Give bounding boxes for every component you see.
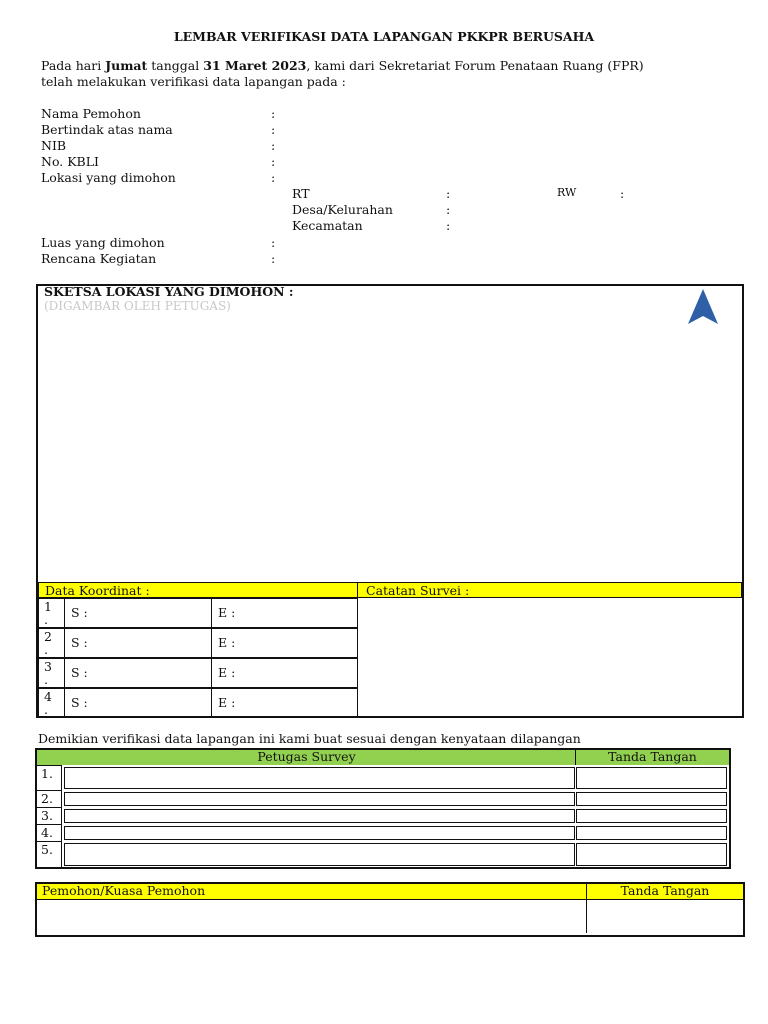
field-kbli: No. KBLI (41, 154, 99, 169)
intro-day: Jumat (105, 58, 148, 73)
survey-notes-header-label: Catatan Survei : (366, 583, 470, 598)
survey-row-number (37, 841, 62, 867)
field-colon: : (271, 106, 276, 121)
intro-line-1 (41, 58, 644, 74)
survey-row-number-label: 5. (41, 842, 53, 857)
coordinate-s-label: S : (71, 665, 88, 680)
survey-signature-field[interactable] (576, 809, 727, 823)
survey-officer-header (37, 750, 576, 765)
coordinate-e-field[interactable] (211, 598, 358, 628)
field-nama-pemohon: Nama Pemohon (41, 106, 141, 121)
coordinate-number: 4 (44, 689, 52, 704)
intro-text: tanggal (147, 58, 204, 73)
field-rw: RW (557, 186, 577, 199)
applicant-name-field[interactable] (37, 899, 587, 933)
field-colon: : (620, 186, 625, 201)
field-colon: : (271, 122, 276, 137)
coordinate-s-field[interactable] (64, 658, 212, 688)
intro-text: Pada hari (41, 58, 106, 73)
field-desa: Desa/Kelurahan (292, 202, 393, 217)
survey-signature-field[interactable] (576, 767, 727, 789)
coordinate-number: 3 (44, 659, 52, 674)
coordinate-number-dot: . (44, 702, 48, 717)
applicant-signature-field[interactable] (587, 899, 743, 933)
field-bertindak: Bertindak atas nama (41, 122, 173, 137)
survey-row-number (37, 765, 62, 790)
field-colon: : (271, 154, 276, 169)
statement-text: Demikian verifikasi data lapangan ini kami buat sesuai dengan kenyataan dilapangan (38, 731, 581, 746)
coordinate-e-label: E : (218, 635, 236, 650)
survey-signature-field[interactable] (576, 843, 727, 866)
field-colon: : (271, 251, 276, 266)
applicant-signature-header (587, 884, 743, 899)
intro-text: , kami dari Sekretariat Forum Penataan Ruang (FPR) (306, 58, 644, 73)
field-colon: : (271, 170, 276, 185)
survey-row-number (37, 790, 62, 807)
coordinate-row-number (38, 598, 65, 628)
survey-row-number-label: 3. (41, 808, 53, 823)
coordinate-e-field[interactable] (211, 628, 358, 658)
field-lokasi: Lokasi yang dimohon (41, 170, 176, 185)
field-colon: : (271, 138, 276, 153)
applicant-header-label: Pemohon/Kuasa Pemohon (42, 883, 206, 898)
coordinate-number: 1 (44, 599, 52, 614)
coordinate-e-field[interactable] (211, 688, 358, 718)
coordinate-row-number (38, 688, 65, 718)
survey-row-number (37, 807, 62, 824)
coordinate-s-label: S : (71, 605, 88, 620)
coordinates-header (38, 582, 358, 598)
document-title: LEMBAR VERIFIKASI DATA LAPANGAN PKKPR BERUSAHA (173, 29, 595, 44)
coordinate-s-label: S : (71, 695, 88, 710)
coordinate-e-field[interactable] (211, 658, 358, 688)
survey-officer-header-label: Petugas Survey (257, 749, 356, 764)
coordinates-header-label: Data Koordinat : (45, 583, 150, 598)
coordinate-e-label: E : (218, 665, 236, 680)
survey-row-number (37, 824, 62, 841)
coordinate-row-number (38, 658, 65, 688)
north-arrow-icon (686, 288, 720, 326)
survey-row-number-label: 1. (41, 766, 53, 781)
survey-officer-name-field[interactable] (64, 826, 575, 840)
applicant-header (37, 884, 587, 899)
field-rencana: Rencana Kegiatan (41, 251, 157, 266)
survey-notes-header (357, 582, 742, 598)
coordinate-s-field[interactable] (64, 628, 212, 658)
coordinate-s-field[interactable] (64, 688, 212, 718)
survey-officer-name-field[interactable] (64, 792, 575, 806)
survey-officer-name-field[interactable] (64, 843, 575, 866)
field-kecamatan: Kecamatan (292, 218, 363, 233)
survey-row-number-label: 2. (41, 791, 53, 806)
coordinate-e-label: E : (218, 605, 236, 620)
intro-date: 31 Maret 2023 (203, 58, 307, 73)
field-colon: : (446, 218, 451, 233)
sketch-title: SKETSA LOKASI YANG DIMOHON : (44, 284, 294, 299)
coordinate-e-label: E : (218, 695, 236, 710)
coordinate-row-number (38, 628, 65, 658)
field-luas: Luas yang dimohon (41, 235, 165, 250)
applicant-signature-header-label: Tanda Tangan (620, 883, 710, 898)
survey-notes-area[interactable] (357, 597, 742, 717)
field-nib: NIB (41, 138, 67, 153)
field-colon: : (271, 235, 276, 250)
survey-officer-name-field[interactable] (64, 767, 575, 789)
field-colon: : (446, 202, 451, 217)
survey-signature-header-label: Tanda Tangan (608, 749, 697, 764)
coordinate-s-label: S : (71, 635, 88, 650)
coordinate-number: 2 (44, 629, 52, 644)
survey-officer-name-field[interactable] (64, 809, 575, 823)
survey-row-number-label: 4. (41, 825, 53, 840)
survey-signature-header (576, 750, 729, 765)
coordinate-s-field[interactable] (64, 598, 212, 628)
field-rt: RT (292, 186, 310, 201)
intro-line-2: telah melakukan verifikasi data lapangan pada : (41, 74, 346, 89)
survey-signature-field[interactable] (576, 792, 727, 806)
coordinate-number-dot: . (44, 672, 48, 687)
coordinate-number-dot: . (44, 612, 48, 627)
sketch-hint: (DIGAMBAR OLEH PETUGAS) (44, 299, 231, 313)
field-colon: : (446, 186, 451, 201)
survey-signature-field[interactable] (576, 826, 727, 840)
coordinate-number-dot: . (44, 642, 48, 657)
